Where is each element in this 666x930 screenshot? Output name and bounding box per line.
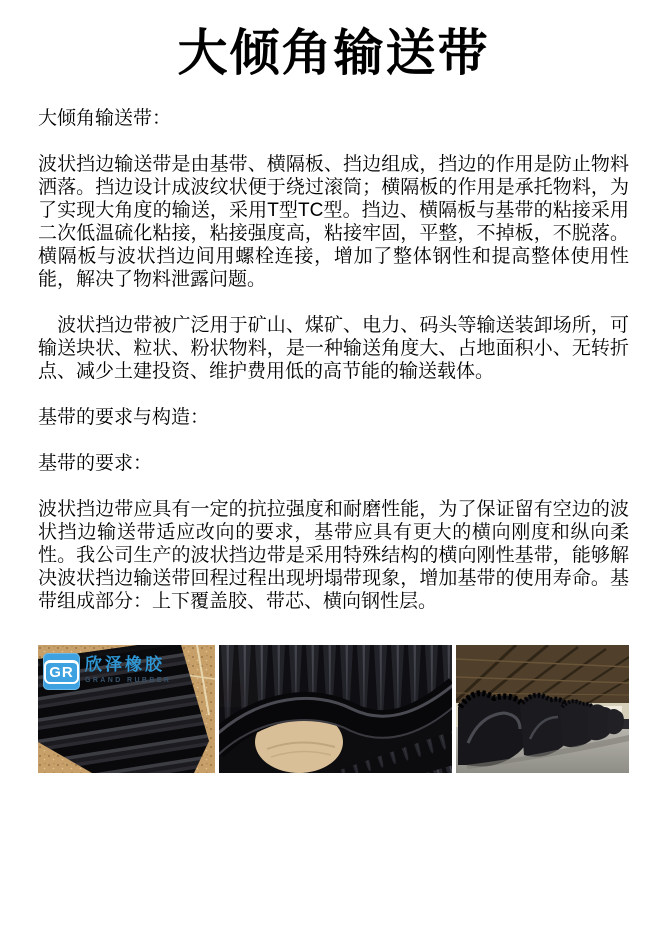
product-photo-corrugated-sheet <box>38 645 215 773</box>
brand-name-chinese: 欣泽橡胶 <box>85 655 165 674</box>
paragraph-applications: 波状挡边带被广泛用于矿山、煤矿、电力、码头等输送装卸场所，可输送块状、粒状、粉状物料，是一种输送角度大、占地面积小、无转折点、减少土建投资、维护费用低的高节能的输送载体。 <box>38 315 629 382</box>
product-photo-gallery <box>38 645 629 773</box>
warehouse-illustration <box>456 645 629 773</box>
product-photo-warehouse <box>456 645 629 773</box>
brand-logo <box>43 653 171 690</box>
brand-monogram: GR <box>44 660 79 684</box>
brand-logo-text <box>85 655 171 686</box>
brand-logo-icon <box>43 653 80 690</box>
paragraph-baseband-detail: 波状挡边带应具有一定的抗拉强度和耐磨性能，为了保证留有空边的波状挡边输送带适应改向的要求，基带应具有更大的横向刚度和纵向柔性。我公司生产的波状挡边带是采用特殊结构的横向刚性基带，能够解决波状挡边输送带回程过程出现坍塌带现象，增加基带的使用寿命。基带组成部分：上下覆盖胶、带芯、横向钢性层。 <box>38 499 629 612</box>
product-photo-belt-closeup <box>219 645 453 773</box>
brand-name-english: GRAND RUBBER <box>85 677 172 684</box>
paragraph-baseband-requirement-heading: 基带的要求： <box>38 453 153 474</box>
paragraph-structure: 波状挡边输送带是由基带、横隔板、挡边组成，挡边的作用是防止物料洒落。挡边设计成波纹状便于绕过滚筒；横隔板的作用是承托物料，为了实现大角度的输送，采用T型TC型。挡边、横隔板与基带的粘接采用二次低温硫化粘接，粘接强度高，粘接牢固，平整，不掉板，不脱落。横隔板与波状挡边间用螺栓连接，增加了整体钢性和提高整体使用性能，解决了物料泄露问题。 <box>38 154 629 290</box>
page-title: 大倾角输送带 <box>177 25 490 81</box>
belt-closeup-illustration <box>219 645 453 773</box>
paragraph-baseband-heading: 基带的要求与构造： <box>38 407 210 428</box>
paragraph-intro-label: 大倾角输送带： <box>38 108 172 129</box>
